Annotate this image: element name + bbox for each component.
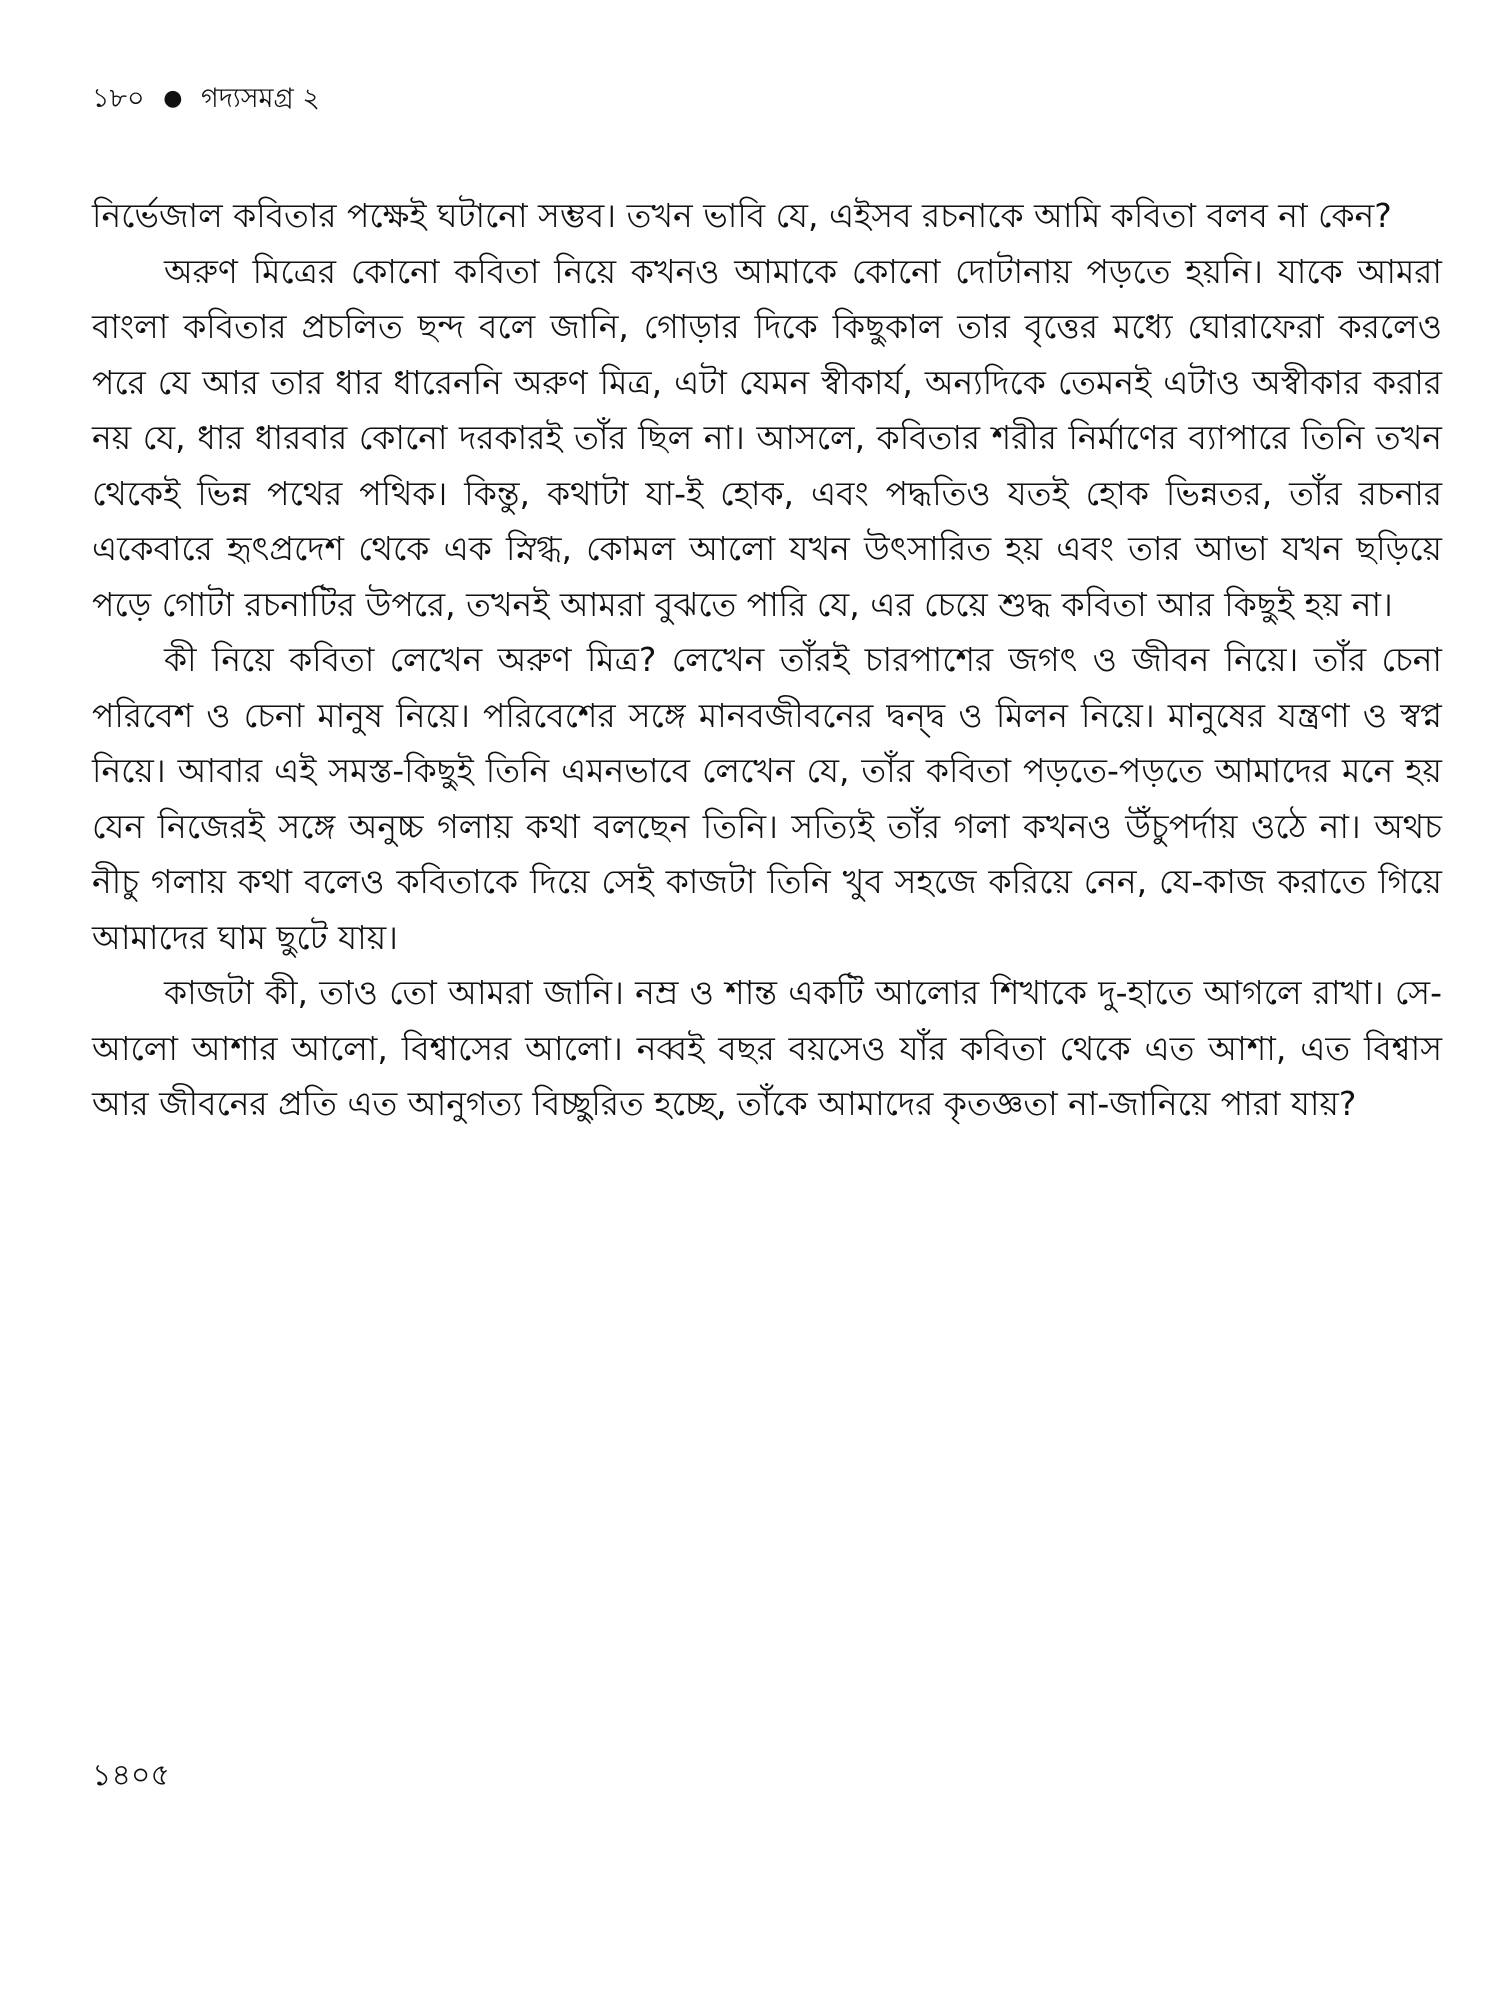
paragraph: অরুণ মিত্রের কোনো কবিতা নিয়ে কখনও আমাকে কোনো দোটানায় পড়তে হয়নি। যাকে আমরা বাংলা কবিতার প্রচলিত ছন্দ বলে জানি, গোড়ার দিকে কিছুকাল তার বৃত্তের মধ্যে ঘোরাফেরা করলেও পরে যে আর তার ধার ধারেননি অরুণ মিত্র, এটা যেমন স্বীকার্য, অন্যদিকে তেমনই এটাও অস্বীকার করার নয় যে, ধার ধারবার কোনো দরকারই তাঁর ছিল না। আসলে, কবিতার শরীর নির্মাণের ব্যাপারে তিনি তখন থেকেই ভিন্ন পথের পথিক। কিন্তু, কথাটা যা-ই হোক, এবং পদ্ধতিও যতই হোক ভিন্নতর, তাঁর রচনার একেবারে হৃৎপ্রদেশ থেকে এক স্নিগ্ধ, কোমল আলো যখন উৎসারিত হয় এবং তার আভা যখন ছড়িয়ে পড়ে গোটা রচনাটির উপরে, তখনই আমরা বুঝতে পারি যে, এর চেয়ে শুদ্ধ কবিতা আর কিছুই হয় না। — [92, 251, 1442, 624]
body-text — [92, 188, 1442, 1132]
book-title: গদ্যসমগ্র ২ — [201, 83, 320, 114]
running-header — [92, 82, 320, 116]
page-number: ১৮০ — [92, 83, 145, 114]
paragraph: কাজটা কী, তাও তো আমরা জানি। নম্র ও শান্ত একটি আলোর শিখাকে দু-হাতে আগলে রাখা। সে-আলো আশার আলো, বিশ্বাসের আলো। নব্বই বছর বয়সেও যাঁর কবিতা থেকে এত আশা, এত বিশ্বাস আর জীবনের প্রতি এত আনুগত্য বিচ্ছুরিত হচ্ছে, তাঁকে আমাদের কৃতজ্ঞতা না-জানিয়ে পারা যায়? — [92, 973, 1443, 1123]
paragraph: কী নিয়ে কবিতা লেখেন অরুণ মিত্র? লেখেন তাঁরই চারপাশের জগৎ ও জীবন নিয়ে। তাঁর চেনা পরিবেশ ও চেনা মানুষ নিয়ে। পরিবেশের সঙ্গে মানবজীবনের দ্বন্দ্ব ও মিলন নিয়ে। মানুষের যন্ত্রণা ও স্বপ্ন নিয়ে। আবার এই সমস্ত-কিছুই তিনি এমনভাবে লেখেন যে, তাঁর কবিতা পড়তে-পড়তে আমাদের মনে হয় যেন নিজেরই সঙ্গে অনুচ্চ গলায় কথা বলছেন তিনি। সত্যিই তাঁর গলা কখনও উঁচুপর্দায় ওঠে না। অথচ নীচু গলায় কথা বলেও কবিতাকে দিয়ে সেই কাজটা তিনি খুব সহজে করিয়ে নেন, যে-কাজ করাতে গিয়ে আমাদের ঘাম ছুটে যায়। — [92, 640, 1442, 957]
bullet-icon: ● — [163, 86, 183, 111]
paragraph-continuation: নির্ভেজাল কবিতার পক্ষেই ঘটানো সম্ভব। তখন ভাবি যে, এইসব রচনাকে আমি কবিতা বলব না কেন? — [92, 196, 1392, 235]
essay-date: ১৪০৫ — [92, 1758, 170, 1793]
